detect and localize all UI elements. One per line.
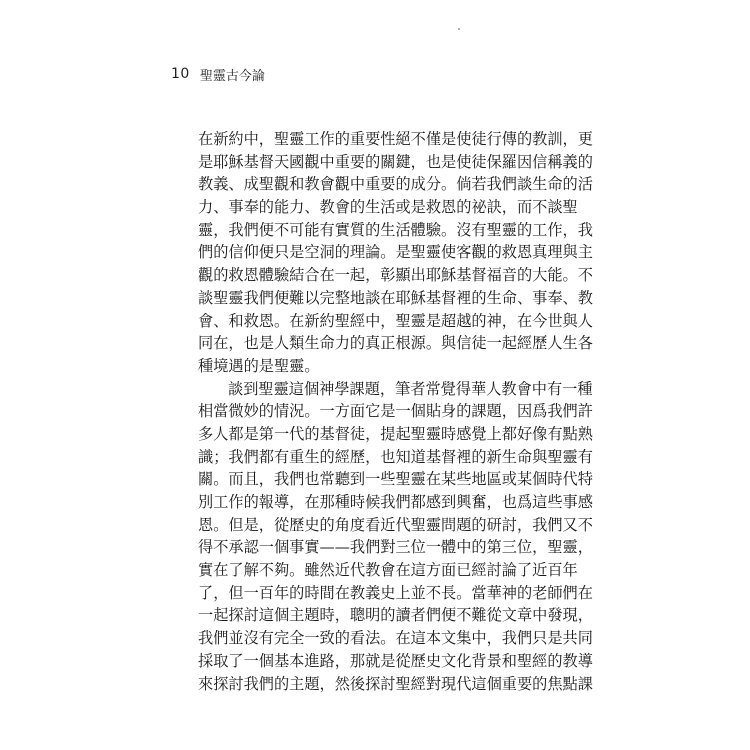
text-line: 我們並沒有完全一致的看法。在這本文集中，我們只是共同 (198, 629, 593, 648)
running-head (171, 64, 265, 84)
body-text (198, 128, 593, 695)
text-line: 相當微妙的情況。一方面它是一個貼身的課題，因爲我們許 (198, 402, 593, 421)
text-line: 談聖靈我們便難以完整地談在耶穌基督裡的生命、事奉、教 (198, 288, 593, 307)
text-line: 是耶穌基督天國觀中重要的關鍵，也是使徒保羅因信稱義的 (198, 152, 593, 171)
text-line: 了，但一百年的時間在教義史上並不長。當華神的老師們在 (198, 583, 593, 602)
text-line: 採取了一個基本進路，那就是從歷史文化背景和聖經的教導 (198, 651, 593, 670)
text-line: 得不承認一個事實——我們對三位一體中的第三位，聖靈， (198, 538, 593, 557)
text-line: 關。而且，我們也常聽到一些聖靈在某些地區或某個時代特 (198, 470, 593, 489)
paragraph-1 (198, 128, 593, 378)
text-line: 會、和救恩。在新約聖經中，聖靈是超越的神，在今世與人 (198, 311, 593, 330)
text-line: 力、事奉的能力、教會的生活或是救恩的祕訣，而不談聖 (198, 198, 578, 217)
text-line: 同在，也是人類生命力的真正根源。與信徒一起經歷人生各 (198, 334, 593, 353)
text-line: 談到聖靈這個神學課題，筆者常覺得華人教會中有一種 (228, 379, 593, 398)
print-speck (458, 28, 460, 30)
text-line: 識；我們都有重生的經歷，也知道基督裡的新生命與聖靈有 (198, 447, 593, 466)
text-line: 一起探討這個主題時，聰明的讀者們便不難從文章中發現， (198, 606, 593, 625)
page-number: 10 (171, 66, 190, 82)
text-line: 別工作的報導，在那種時候我們都感到興奮，也爲這些事感 (198, 493, 593, 511)
text-line: 們的信仰便只是空洞的理論。是聖靈使客觀的救恩真理與主 (198, 243, 593, 262)
text-line: 在新約中，聖靈工作的重要性絕不僅是使徒行傳的教訓，更 (198, 130, 593, 148)
text-line: 教義、成聖觀和教會觀中重要的成分。倘若我們談生命的活 (198, 175, 593, 194)
book-title: 聖靈古今論 (199, 68, 265, 84)
text-line: 靈，我們便不可能有實質的生活體驗。沒有聖靈的工作，我 (198, 220, 593, 239)
text-line: 種境遇的是聖靈。 (198, 356, 320, 375)
text-line: 實在了解不夠。雖然近代教會在這方面已經討論了近百年 (198, 561, 578, 580)
paragraph-2 (198, 378, 593, 696)
text-line: 恩。但是，從歷史的角度看近代聖靈問題的研討，我們又不 (198, 515, 593, 534)
text-line: 觀的救恩體驗結合在一起，彰顯出耶穌基督福音的大能。不 (198, 266, 593, 285)
text-line: 多人都是第一代的基督徒，提起聖靈時感覺上都好像有點熟 (198, 424, 593, 443)
text-line: 來探討我們的主題，然後探討聖經對現代這個重要的焦點課 (198, 674, 593, 693)
